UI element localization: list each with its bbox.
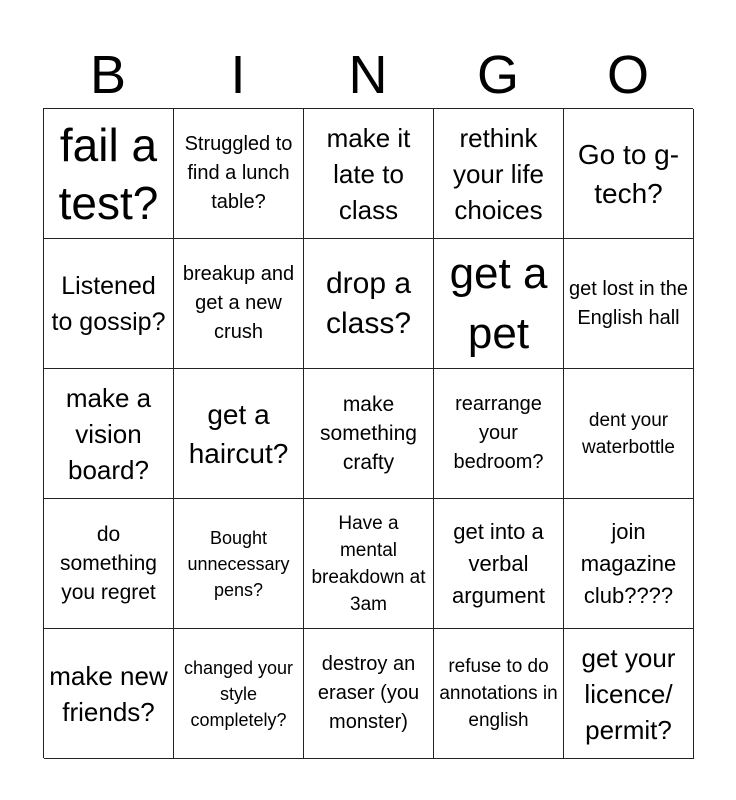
cell-text: dent your waterbottle [582,409,675,458]
cell-text: get lost in the English hall [569,277,688,329]
bingo-cell[interactable] [174,109,304,239]
header-letter-o: O [606,45,649,105]
bingo-header [43,42,693,108]
bingo-cell[interactable] [434,499,564,629]
cell-text: Have a mental breakdown at 3am [311,512,426,615]
cell-text: refuse to do annotations in english [439,656,558,731]
bingo-cell[interactable] [174,369,304,499]
bingo-cell[interactable] [174,239,304,369]
cell-text: breakup and get a new crush [182,263,295,343]
cell-text: fail a test? [58,118,159,229]
cell-text: get into a verbal argument [452,518,545,608]
bingo-cell[interactable] [304,369,434,499]
cell-text: make a vision board? [65,382,152,485]
cell-text: do something you regret [60,523,157,604]
bingo-cell[interactable] [44,369,174,499]
bingo-cell[interactable] [434,239,564,369]
cell-text: rethink your life choices [452,122,545,225]
bingo-cell[interactable] [44,499,174,629]
cell-text: get your licence/ permit? [581,642,676,745]
cell-text: make new friends? [49,660,168,727]
bingo-cell[interactable] [564,629,694,759]
cell-text: Bought unnecessary pens? [187,527,290,600]
header-letter-i: I [230,45,246,105]
bingo-cell[interactable] [564,499,694,629]
cell-text: changed your style completely? [183,657,294,730]
bingo-cell[interactable] [304,109,434,239]
header-letter-b: B [89,45,127,105]
cell-text: Go to g-tech? [577,138,680,209]
bingo-grid [43,108,693,758]
cell-text: Listened to gossip? [51,271,166,336]
header-letter-n: N [348,45,388,105]
header-letter-g: G [476,45,519,105]
cell-text: destroy an eraser (you monster) [317,653,420,733]
bingo-cell[interactable] [564,239,694,369]
bingo-cell[interactable] [44,109,174,239]
cell-text: get a haircut? [188,398,289,469]
cell-text: make it late to class [326,122,411,225]
bingo-cell[interactable] [44,629,174,759]
cell-text: join magazine club???? [580,518,677,608]
bingo-cell[interactable] [174,629,304,759]
bingo-cell[interactable] [564,109,694,239]
cell-text: make something crafty [320,393,417,474]
bingo-cell[interactable] [434,369,564,499]
bingo-cell[interactable] [304,629,434,759]
bingo-cell[interactable] [174,499,304,629]
bingo-cell[interactable] [434,109,564,239]
cell-text: Struggled to find a lunch table? [184,133,293,213]
bingo-cell[interactable] [434,629,564,759]
bingo-cell[interactable] [304,239,434,369]
cell-text: drop a class? [325,266,412,340]
cell-text: rearrange your bedroom? [453,393,544,473]
bingo-cell[interactable] [564,369,694,499]
bingo-cell[interactable] [304,499,434,629]
bingo-cell[interactable] [44,239,174,369]
cell-text: get a pet [449,248,548,358]
